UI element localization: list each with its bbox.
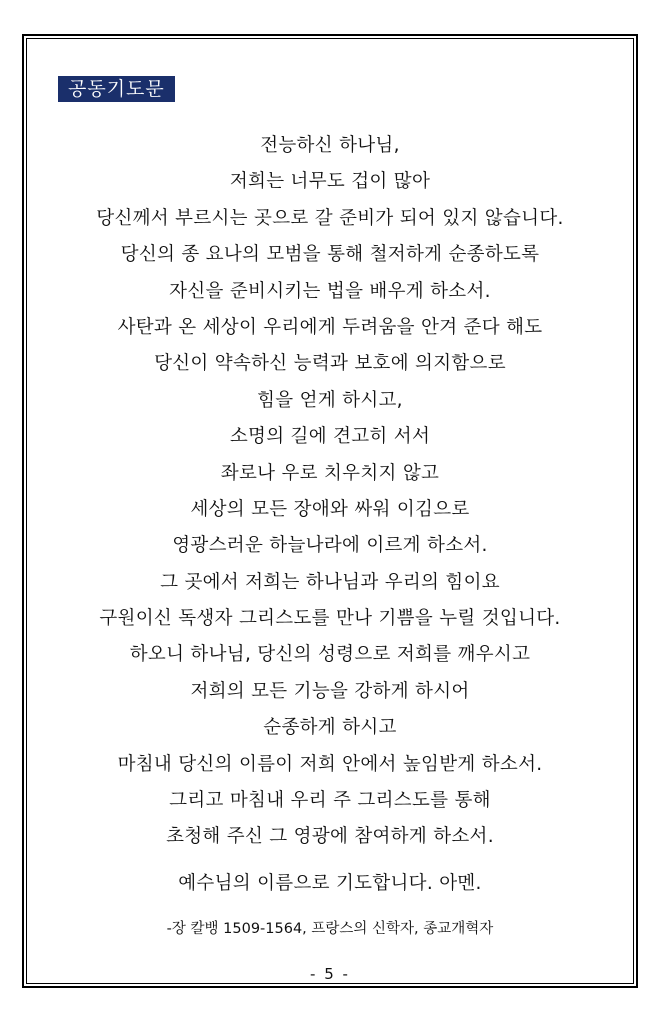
prayer-line: 영광스러운 하늘나라에 이르게 하소서. (172, 535, 488, 557)
prayer-line: 초청해 주신 그 영광에 참여하게 하소서. (166, 826, 494, 848)
prayer-line: 자신을 준비시키는 법을 배우게 하소서. (169, 280, 491, 302)
attribution: -장 칼뱅 1509-1564, 프랑스의 신학자, 종교개혁자 (166, 921, 494, 937)
prayer-line: 전능하신 하나님, (260, 135, 400, 156)
prayer-line: 저희는 너무도 겁이 많아 (229, 171, 431, 193)
prayer-line: 힘을 얻게 하시고, (257, 389, 403, 411)
prayer-line: 세상의 모든 장애와 싸워 이김으로 (190, 498, 470, 520)
prayer-line: 하오니 하나님, 당신의 성령으로 저희를 깨우시고 (129, 644, 531, 666)
prayer-line: 당신의 종 요나의 모범을 통해 철저하게 순종하도록 (120, 244, 540, 266)
prayer-line: 그리고 마침내 우리 주 그리스도를 통해 (169, 790, 491, 812)
prayer-line: 좌로나 우로 치우치지 않고 (220, 462, 440, 484)
prayer-text (30, 128, 630, 856)
section-title: 공동기도문 (58, 76, 175, 102)
prayer-line: 소명의 길에 견고히 서서 (229, 426, 431, 448)
prayer-line: 저희의 모든 기능을 강하게 하시어 (190, 680, 470, 702)
prayer-line: 당신께서 부르시는 곳으로 갈 준비가 되어 있지 않습니다. (96, 207, 564, 229)
page-number: - 5 - (310, 965, 350, 983)
prayer-line: 구원이신 독생자 그리스도를 만나 기쁨을 누릴 것입니다. (99, 608, 561, 630)
prayer-line: 순종하게 하시고 (263, 717, 397, 739)
prayer-line: 사탄과 온 세상이 우리에게 두려움을 안겨 준다 해도 (117, 316, 543, 338)
prayer-line: 그 곳에서 저희는 하나님과 우리의 힘이요 (160, 571, 500, 593)
prayer-line: 마침내 당신의 이름이 저희 안에서 높임받게 하소서. (117, 753, 543, 775)
closing-line: 예수님의 이름으로 기도합니다. 아멘. (178, 873, 482, 894)
prayer-line: 당신이 약속하신 능력과 보호에 의지함으로 (154, 353, 506, 375)
